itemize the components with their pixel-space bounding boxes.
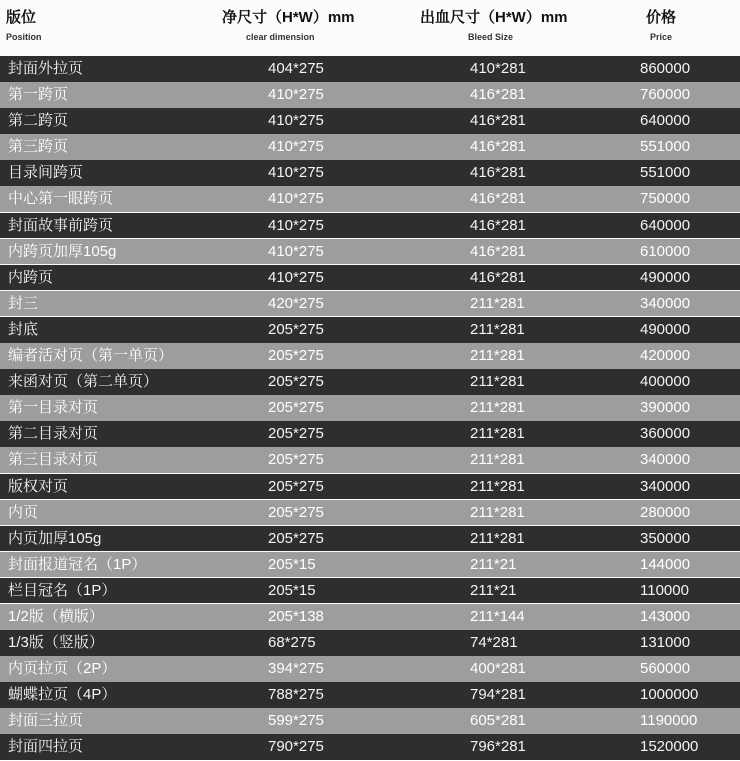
header-position-en: Position — [6, 32, 42, 42]
price-cell: 551000 — [640, 164, 691, 182]
header-price-en: Price — [650, 32, 673, 42]
clear-dimension-cell: 205*275 — [268, 425, 324, 443]
table-row — [0, 682, 740, 708]
position-cell: 编者活对页（第一单页） — [8, 347, 174, 365]
clear-dimension-cell: 410*275 — [268, 138, 324, 156]
position-cell: 蝴蝶拉页（4P） — [8, 686, 117, 704]
price-cell: 390000 — [640, 399, 691, 417]
position-cell: 第三跨页 — [8, 138, 69, 156]
clear-dimension-cell: 68*275 — [268, 634, 316, 652]
clear-dimension-cell: 410*275 — [268, 216, 324, 234]
table-row — [0, 552, 740, 578]
price-cell: 143000 — [640, 607, 691, 625]
table-row — [0, 317, 740, 343]
clear-dimension-cell: 205*275 — [268, 347, 324, 365]
clear-dimension-cell: 788*275 — [268, 686, 324, 704]
table-row — [0, 656, 740, 682]
bleed-size-cell: 211*281 — [470, 425, 525, 443]
table-row — [0, 108, 740, 134]
position-cell: 内页加厚105g — [8, 529, 102, 547]
bleed-size-cell: 211*281 — [470, 529, 525, 547]
table-row — [0, 447, 740, 473]
table-header — [0, 0, 740, 56]
clear-dimension-cell: 205*275 — [268, 373, 324, 391]
header-position-cn: 版位 — [6, 9, 37, 26]
price-cell: 760000 — [640, 86, 691, 104]
price-cell: 1520000 — [640, 738, 699, 756]
bleed-size-cell: 416*281 — [470, 190, 526, 208]
position-cell: 内跨页加厚105g — [8, 242, 117, 260]
table-row — [0, 186, 740, 212]
price-cell: 610000 — [640, 242, 691, 260]
header-bleed-en: Bleed Size — [468, 32, 514, 42]
price-cell: 400000 — [640, 373, 691, 391]
bleed-size-cell: 416*281 — [470, 164, 526, 182]
price-cell: 340000 — [640, 294, 691, 312]
table-row — [0, 291, 740, 317]
position-cell: 来函对页（第二单页） — [8, 373, 159, 391]
bleed-size-cell: 416*281 — [470, 242, 526, 260]
bleed-size-cell: 211*21 — [470, 555, 517, 573]
bleed-size-cell: 211*281 — [470, 477, 525, 495]
position-cell: 封面报道冠名（1P） — [8, 555, 147, 573]
table-row — [0, 265, 740, 291]
clear-dimension-cell: 205*275 — [268, 503, 324, 521]
table-row — [0, 160, 740, 186]
price-cell: 640000 — [640, 112, 691, 130]
bleed-size-cell: 794*281 — [470, 686, 526, 704]
position-cell: 封底 — [8, 320, 39, 338]
clear-dimension-cell: 420*275 — [268, 294, 324, 312]
price-cell: 110000 — [640, 581, 689, 599]
bleed-size-cell: 74*281 — [470, 634, 518, 652]
position-cell: 第二跨页 — [8, 112, 69, 130]
position-cell: 封三 — [8, 294, 39, 312]
price-cell: 360000 — [640, 425, 691, 443]
price-cell: 420000 — [640, 347, 691, 365]
price-cell: 340000 — [640, 451, 691, 469]
table-row — [0, 421, 740, 447]
clear-dimension-cell: 205*275 — [268, 477, 324, 495]
price-cell: 350000 — [640, 529, 691, 547]
clear-dimension-cell: 410*275 — [268, 112, 324, 130]
position-cell: 1/3版（竖版） — [8, 634, 104, 652]
bleed-size-cell: 416*281 — [470, 86, 526, 104]
clear-dimension-cell: 410*275 — [268, 86, 324, 104]
bleed-size-cell: 796*281 — [470, 738, 526, 756]
position-cell: 第三目录对页 — [8, 451, 99, 469]
position-cell: 封面故事前跨页 — [8, 216, 114, 234]
bleed-size-cell: 400*281 — [470, 660, 526, 678]
clear-dimension-cell: 599*275 — [268, 712, 324, 730]
position-cell: 内页 — [8, 503, 39, 521]
position-cell: 目录间跨页 — [8, 164, 84, 182]
table-row — [0, 578, 740, 604]
price-cell: 1000000 — [640, 686, 699, 704]
clear-dimension-cell: 205*138 — [268, 607, 324, 625]
clear-dimension-cell: 410*275 — [268, 190, 324, 208]
price-cell: 860000 — [640, 60, 691, 77]
price-cell: 131000 — [640, 634, 691, 652]
clear-dimension-cell: 410*275 — [268, 164, 324, 182]
position-cell: 封面三拉页 — [8, 712, 84, 730]
position-cell: 第一跨页 — [8, 86, 69, 104]
clear-dimension-cell: 410*275 — [268, 268, 324, 286]
position-cell: 内页拉页（2P） — [8, 660, 117, 678]
table-row — [0, 343, 740, 369]
table-body — [0, 56, 740, 761]
position-cell: 内跨页 — [8, 268, 54, 286]
position-cell: 栏目冠名（1P） — [8, 581, 117, 599]
price-cell: 750000 — [640, 190, 691, 208]
price-cell: 490000 — [640, 268, 691, 286]
bleed-size-cell: 211*281 — [470, 294, 525, 312]
bleed-size-cell: 211*21 — [470, 581, 517, 599]
position-cell: 封面四拉页 — [8, 738, 84, 756]
position-cell: 版权对页 — [8, 477, 69, 495]
header-clear-en: clear dimension — [246, 32, 315, 42]
price-cell: 1190000 — [640, 712, 698, 730]
bleed-size-cell: 211*281 — [470, 503, 525, 521]
bleed-size-cell: 416*281 — [470, 138, 526, 156]
bleed-size-cell: 211*144 — [470, 607, 525, 625]
table-row — [0, 630, 740, 656]
bleed-size-cell: 416*281 — [470, 216, 526, 234]
price-cell: 340000 — [640, 477, 691, 495]
price-cell: 280000 — [640, 503, 691, 521]
bleed-size-cell: 416*281 — [470, 268, 526, 286]
table-row — [0, 708, 740, 734]
bleed-size-cell: 605*281 — [470, 712, 526, 730]
clear-dimension-cell: 205*15 — [268, 581, 316, 599]
clear-dimension-cell: 205*15 — [268, 555, 316, 573]
table-row — [0, 369, 740, 395]
table-row — [0, 395, 740, 421]
table-row — [0, 134, 740, 160]
position-cell: 封面外拉页 — [8, 60, 84, 77]
clear-dimension-cell: 790*275 — [268, 738, 324, 756]
bleed-size-cell: 416*281 — [470, 112, 526, 130]
table-row — [0, 56, 740, 82]
table-row — [0, 734, 740, 760]
table-row — [0, 213, 740, 239]
position-cell: 中心第一眼跨页 — [8, 190, 114, 208]
bleed-size-cell: 211*281 — [470, 347, 525, 365]
table-row — [0, 239, 740, 265]
price-cell: 144000 — [640, 555, 691, 573]
header-price-cn: 价格 — [646, 9, 677, 26]
table-row — [0, 604, 740, 630]
price-cell: 640000 — [640, 216, 691, 234]
clear-dimension-cell: 394*275 — [268, 660, 324, 678]
price-cell: 490000 — [640, 320, 691, 338]
position-cell: 第二目录对页 — [8, 425, 99, 443]
bleed-size-cell: 410*281 — [470, 60, 526, 77]
table-row — [0, 500, 740, 526]
clear-dimension-cell: 404*275 — [268, 60, 324, 77]
clear-dimension-cell: 205*275 — [268, 320, 324, 338]
bleed-size-cell: 211*281 — [470, 373, 525, 391]
price-cell: 551000 — [640, 138, 691, 156]
header-clear-cn: 净尺寸（H*W）mm — [222, 9, 355, 26]
position-cell: 第一目录对页 — [8, 399, 99, 417]
price-cell: 560000 — [640, 660, 691, 678]
table-row — [0, 474, 740, 500]
clear-dimension-cell: 410*275 — [268, 242, 324, 260]
table-row — [0, 82, 740, 108]
clear-dimension-cell: 205*275 — [268, 529, 324, 547]
header-bleed-cn: 出血尺寸（H*W）mm — [420, 9, 568, 26]
bleed-size-cell: 211*281 — [470, 451, 525, 469]
bleed-size-cell: 211*281 — [470, 399, 525, 417]
table-row — [0, 526, 740, 552]
clear-dimension-cell: 205*275 — [268, 451, 324, 469]
position-cell: 1/2版（横版） — [8, 607, 104, 625]
clear-dimension-cell: 205*275 — [268, 399, 324, 417]
bleed-size-cell: 211*281 — [470, 320, 525, 338]
